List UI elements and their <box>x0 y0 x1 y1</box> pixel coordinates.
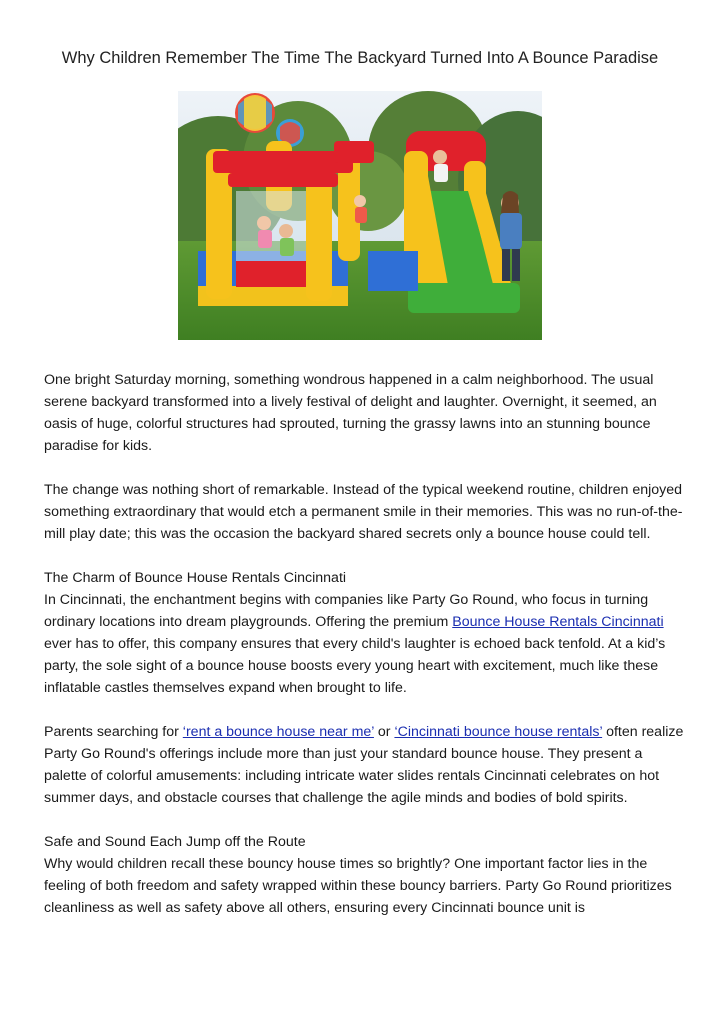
paragraph-intro: One bright Saturday morning, something wondrous happened in a calm neighborhood. The usual serene backyard transformed into a lively festival of delight and laughter. Overnight, it seemed, an oasis of huge, colorful structures had sprouted, turning the grassy lawns into an stunning bounce paradise for kids. <box>44 372 657 454</box>
section-charm <box>44 567 684 699</box>
bounce-house-rentals-link[interactable]: Bounce House Rentals Cincinnati <box>452 614 664 630</box>
paragraph-text: often realize Party Go Round's offerings include more than just your standard bounce house. They present a palette of colorful amusements: including intricate water slides rentals Cincinnati celebrates on hot summer days, and obstacle courses that challenge the agile minds and bodies of bold spirits. <box>44 724 684 806</box>
article-body <box>44 369 684 941</box>
paragraph-change: The change was nothing short of remarkable. Instead of the typical weekend routine, children enjoyed something extraordinary that would etch a permanent smile in their memories. This was no run-of-the-mill play date; this was the occasion the backyard shared secrets only a bounce house could tell. <box>44 482 683 542</box>
paragraph-parents <box>44 721 684 809</box>
section-heading-charm: The Charm of Bounce House Rentals Cincinnati <box>44 570 347 586</box>
cincinnati-rentals-link[interactable]: ‘Cincinnati bounce house rentals’ <box>394 724 603 740</box>
rent-bounce-house-link[interactable]: ‘rent a bounce house near me’ <box>182 724 374 740</box>
bounce-house-photo <box>178 91 542 340</box>
paragraph-text: or <box>373 724 395 740</box>
section-text: ever has to offer, this company ensures that every child's laughter is echoed back tenfold. At a kid’s party, the sole sight of a bounce house boosts every young heart with excitement, much like these inflatable castles themselves expand when brought to life. <box>44 636 666 696</box>
section-safety <box>44 831 684 919</box>
paragraph-text: Parents searching for <box>44 724 183 740</box>
section-text: In Cincinnati, the enchantment begins with companies like Party Go Round, who focus in turning ordinary locations into dream playgrounds. Offering the premium <box>44 592 649 630</box>
section-text: Why would children recall these bouncy house times so brightly? One important factor lies in the feeling of both freedom and safety wrapped within these bouncy barriers. Party Go Round prioritizes cleanliness as well as safety above all others, ensuring every Cincinnati bounce unit is <box>44 856 672 916</box>
section-heading-safety: Safe and Sound Each Jump off the Route <box>44 834 306 850</box>
page-title: Why Children Remember The Time The Backyard Turned Into A Bounce Paradise <box>61 49 659 67</box>
